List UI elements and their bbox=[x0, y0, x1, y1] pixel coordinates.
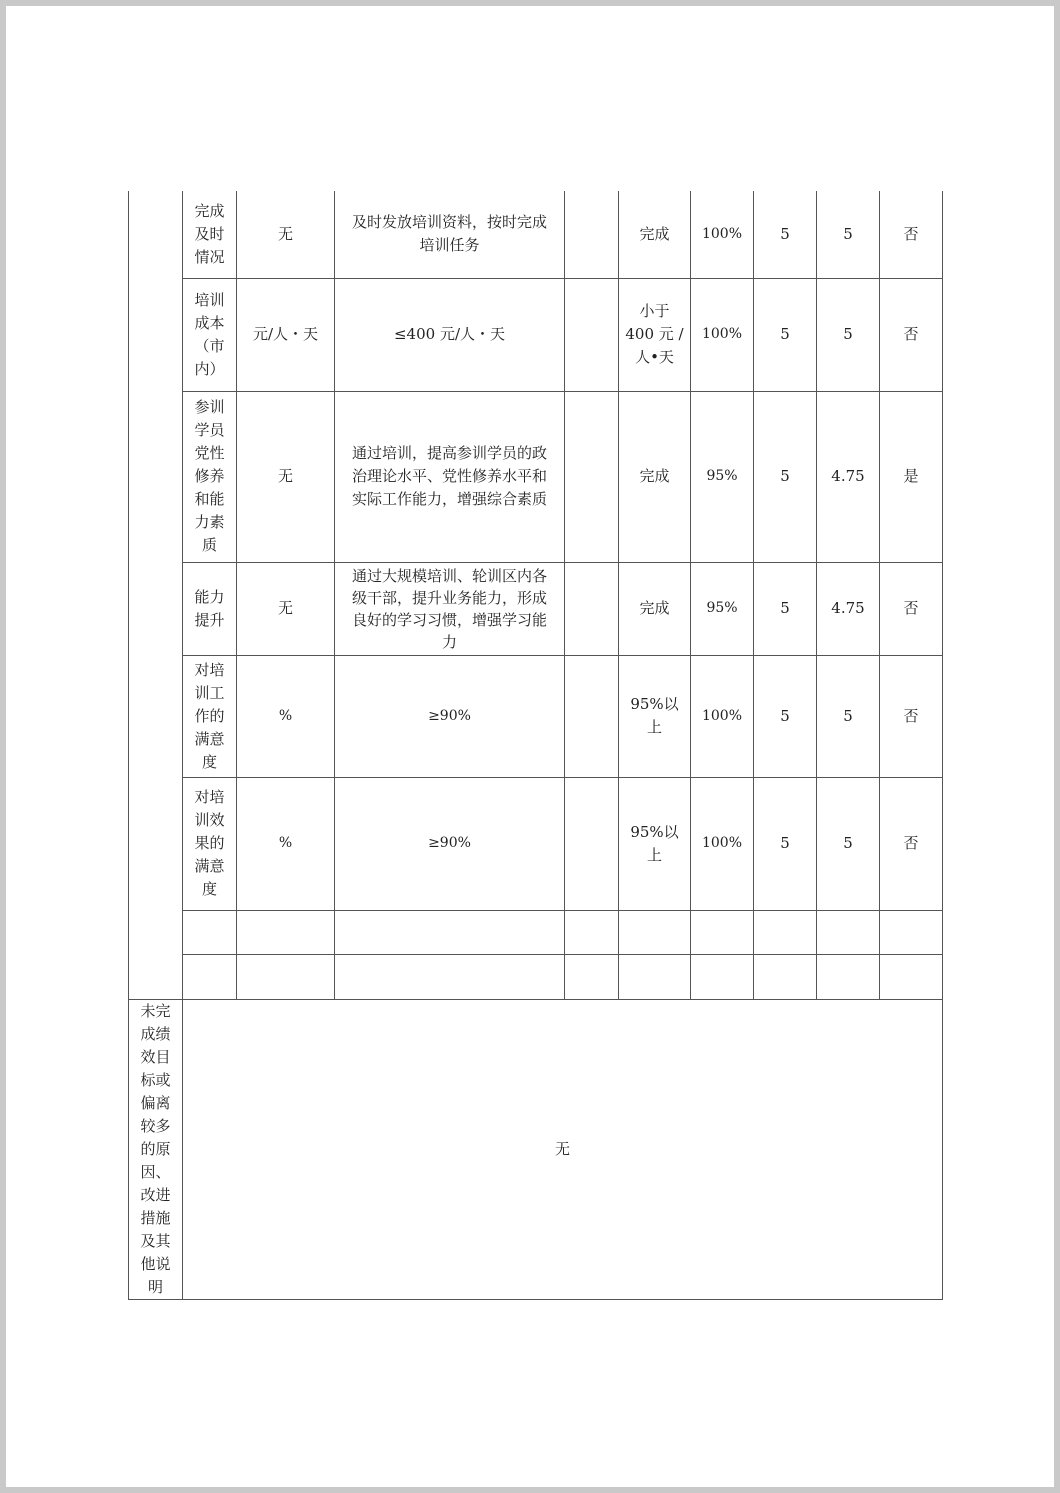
empty-cell bbox=[880, 954, 943, 999]
weight-cell bbox=[565, 655, 619, 777]
target-cell: 及时发放培训资料，按时完成培训任务 bbox=[335, 191, 565, 278]
target-cell: 通过培训，提高参训学员的政治理论水平、党性修养水平和实际工作能力，增强综合素质 bbox=[335, 391, 565, 562]
deviation-cell: 否 bbox=[880, 655, 943, 777]
indicator-cell: 对培训效果的满意度 bbox=[183, 777, 237, 910]
actual-cell: 95%以上 bbox=[619, 655, 691, 777]
weight-cell bbox=[565, 191, 619, 278]
empty-cell bbox=[754, 954, 817, 999]
weight-cell bbox=[565, 777, 619, 910]
deviation-cell: 否 bbox=[880, 562, 943, 655]
indicator-cell: 对培训工作的满意度 bbox=[183, 655, 237, 777]
indicator-cell: 完成及时情况 bbox=[183, 191, 237, 278]
full-score-cell: 5 bbox=[754, 655, 817, 777]
table-row bbox=[129, 278, 943, 391]
footer-row bbox=[129, 999, 943, 1299]
full-score-cell: 5 bbox=[754, 391, 817, 562]
empty-cell bbox=[565, 910, 619, 954]
full-score-cell: 5 bbox=[754, 777, 817, 910]
full-score-cell: 5 bbox=[754, 278, 817, 391]
target-cell: 通过大规模培训、轮训区内各级干部，提升业务能力，形成良好的学习习惯，增强学习能力 bbox=[335, 562, 565, 655]
footer-content: 无 bbox=[183, 999, 943, 1299]
target-cell: ≥90% bbox=[335, 655, 565, 777]
document-page bbox=[6, 6, 1054, 1487]
actual-cell: 小于 400 元 /人•天 bbox=[619, 278, 691, 391]
actual-cell: 95%以上 bbox=[619, 777, 691, 910]
table-row bbox=[129, 655, 943, 777]
empty-cell bbox=[619, 954, 691, 999]
target-cell: ≥90% bbox=[335, 777, 565, 910]
unit-cell: 无 bbox=[237, 191, 335, 278]
deviation-cell: 否 bbox=[880, 278, 943, 391]
empty-cell bbox=[880, 910, 943, 954]
empty-row bbox=[129, 910, 943, 954]
score-cell: 5 bbox=[817, 278, 880, 391]
empty-row bbox=[129, 954, 943, 999]
rate-cell: 95% bbox=[691, 391, 754, 562]
footer-label: 未完成绩效目标或偏离较多的原因、改进措施及其他说明 bbox=[129, 999, 183, 1299]
empty-cell bbox=[754, 910, 817, 954]
weight-cell bbox=[565, 278, 619, 391]
indicator-cell: 培训成本（市内） bbox=[183, 278, 237, 391]
empty-cell bbox=[237, 910, 335, 954]
score-cell: 4.75 bbox=[817, 562, 880, 655]
indicator-cell: 参训学员党性修养和能力素质 bbox=[183, 391, 237, 562]
empty-cell bbox=[237, 954, 335, 999]
rate-cell: 100% bbox=[691, 777, 754, 910]
empty-cell bbox=[619, 910, 691, 954]
table-row bbox=[129, 191, 943, 278]
full-score-cell: 5 bbox=[754, 562, 817, 655]
actual-cell: 完成 bbox=[619, 391, 691, 562]
target-cell: ≤400 元/人・天 bbox=[335, 278, 565, 391]
score-cell: 4.75 bbox=[817, 391, 880, 562]
actual-cell: 完成 bbox=[619, 562, 691, 655]
actual-cell: 完成 bbox=[619, 191, 691, 278]
rate-cell: 100% bbox=[691, 191, 754, 278]
score-cell: 5 bbox=[817, 777, 880, 910]
weight-cell bbox=[565, 562, 619, 655]
empty-cell bbox=[691, 910, 754, 954]
unit-cell: % bbox=[237, 777, 335, 910]
performance-table bbox=[128, 191, 943, 1300]
deviation-cell: 否 bbox=[880, 777, 943, 910]
rate-cell: 95% bbox=[691, 562, 754, 655]
weight-cell bbox=[565, 391, 619, 562]
empty-cell bbox=[565, 954, 619, 999]
empty-cell bbox=[335, 910, 565, 954]
full-score-cell: 5 bbox=[754, 191, 817, 278]
score-cell: 5 bbox=[817, 655, 880, 777]
empty-cell bbox=[817, 910, 880, 954]
deviation-cell: 是 bbox=[880, 391, 943, 562]
rate-cell: 100% bbox=[691, 278, 754, 391]
unit-cell: 无 bbox=[237, 562, 335, 655]
score-cell: 5 bbox=[817, 191, 880, 278]
category-cell bbox=[129, 191, 183, 999]
empty-cell bbox=[335, 954, 565, 999]
empty-cell bbox=[183, 910, 237, 954]
indicator-cell: 能力提升 bbox=[183, 562, 237, 655]
unit-cell: 无 bbox=[237, 391, 335, 562]
table-row bbox=[129, 562, 943, 655]
rate-cell: 100% bbox=[691, 655, 754, 777]
unit-cell: % bbox=[237, 655, 335, 777]
deviation-cell: 否 bbox=[880, 191, 943, 278]
unit-cell: 元/人・天 bbox=[237, 278, 335, 391]
empty-cell bbox=[183, 954, 237, 999]
empty-cell bbox=[691, 954, 754, 999]
table-row bbox=[129, 777, 943, 910]
table-row bbox=[129, 391, 943, 562]
empty-cell bbox=[817, 954, 880, 999]
